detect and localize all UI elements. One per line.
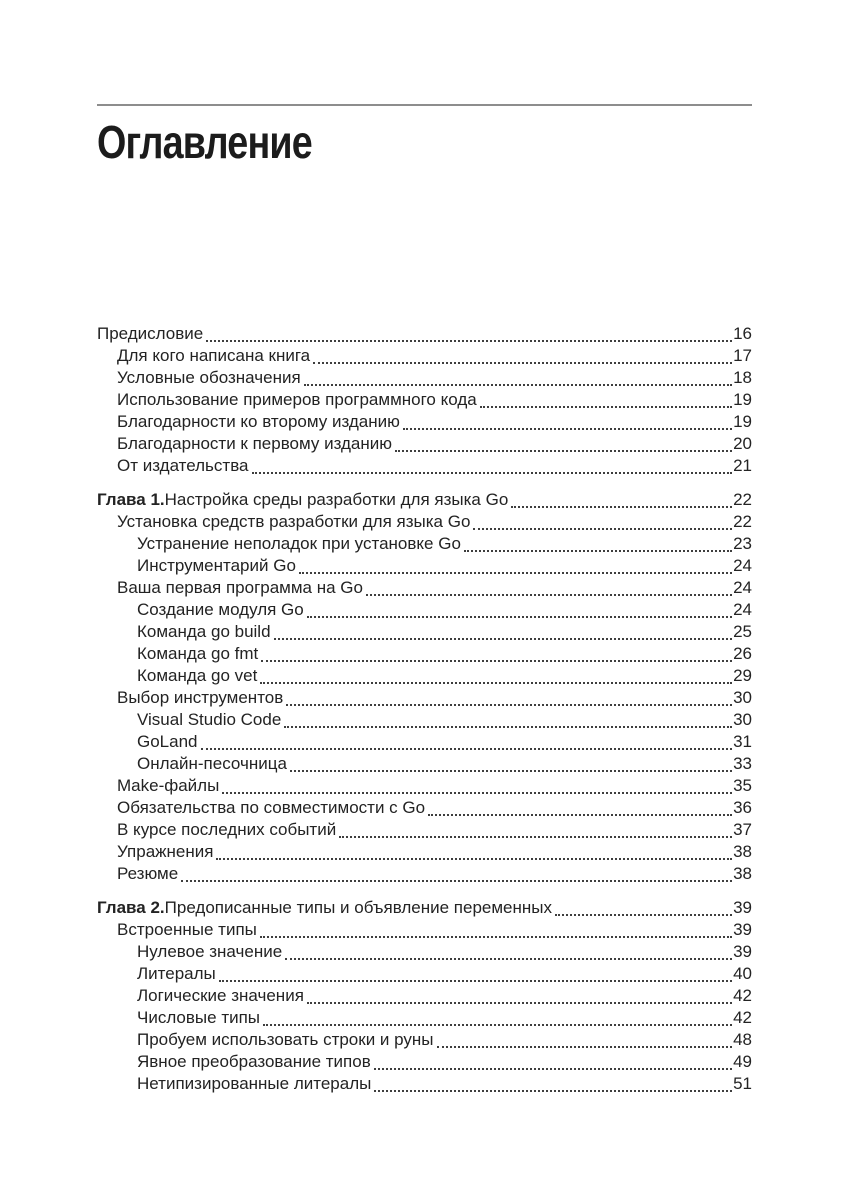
toc-entry (97, 665, 752, 687)
dot-leader (181, 880, 732, 882)
dot-leader (260, 682, 732, 684)
toc-entry-label: Резюме (117, 864, 179, 883)
toc-entry-label: Предописанные типы и объявление переменных (164, 898, 552, 917)
dot-leader (219, 980, 732, 982)
toc-entry-page-number: 40 (733, 964, 752, 983)
toc-entry-page-number: 39 (733, 898, 752, 917)
toc-entry-label: Использование примеров программного кода (117, 390, 477, 409)
toc-entry (97, 323, 752, 345)
dot-leader (290, 770, 732, 772)
toc-entry (97, 643, 752, 665)
toc-entry-label: Устранение неполадок при установке Go (137, 534, 461, 553)
toc-entry (97, 1029, 752, 1051)
dot-leader (480, 406, 732, 408)
toc-entry (97, 731, 752, 753)
toc-entry (97, 753, 752, 775)
toc-entry (97, 709, 752, 731)
toc-entry-page-number: 25 (733, 622, 752, 641)
toc-entry-page-number: 48 (733, 1030, 752, 1049)
dot-leader (307, 616, 732, 618)
dot-leader (511, 506, 732, 508)
toc-entry-label: Логические значения (137, 986, 304, 1005)
toc-entry-page-number: 38 (733, 842, 752, 861)
toc-entry-label: Нулевое значение (137, 942, 283, 961)
toc-entry (97, 411, 752, 433)
toc-entry-page-number: 38 (733, 864, 752, 883)
dot-leader (395, 450, 732, 452)
toc-entry (97, 599, 752, 621)
toc-entry-page-number: 24 (733, 600, 752, 619)
toc-entry-label: Явное преобразование типов (137, 1052, 371, 1071)
toc-entry-label: Make-файлы (117, 776, 220, 795)
toc-entry (97, 863, 752, 885)
dot-leader (274, 638, 733, 640)
toc-entry-page-number: 51 (733, 1074, 752, 1093)
toc-entry-page-number: 39 (733, 942, 752, 961)
toc-entry-label: Выбор инструментов (117, 688, 284, 707)
dot-leader (428, 814, 732, 816)
toc-entry-page-number: 30 (733, 688, 752, 707)
toc-entry-page-number: 24 (733, 556, 752, 575)
toc-entry (97, 941, 752, 963)
toc-entry-page-number: 23 (733, 534, 752, 553)
toc-entry-page-number: 16 (733, 324, 752, 343)
dot-leader (206, 340, 732, 342)
toc-entry (97, 919, 752, 941)
dot-leader (339, 836, 732, 838)
dot-leader (261, 660, 732, 662)
toc-entry (97, 455, 752, 477)
dot-leader (286, 704, 732, 706)
toc-entry (97, 489, 752, 511)
dot-leader (304, 384, 732, 386)
toc-entry-page-number: 37 (733, 820, 752, 839)
toc-entry-page-number: 42 (733, 986, 752, 1005)
toc-entry-label: Нетипизированные литералы (137, 1074, 372, 1093)
toc-entry-label: Благодарности к первому изданию (117, 434, 393, 453)
toc-entry-label: Встроенные типы (117, 920, 257, 939)
toc-entry-page-number: 30 (733, 710, 752, 729)
toc-entry-label: В курсе последних событий (117, 820, 337, 839)
dot-leader (284, 726, 732, 728)
toc-entry (97, 1073, 752, 1095)
dot-leader (464, 550, 732, 552)
toc-entry-page-number: 39 (733, 920, 752, 939)
page-title: Оглавление (97, 116, 312, 168)
toc-entry-label: Упражнения (117, 842, 214, 861)
toc-entry (97, 963, 752, 985)
toc-entry-label: Для кого написана книга (117, 346, 311, 365)
toc-entry-page-number: 36 (733, 798, 752, 817)
dot-leader (299, 572, 732, 574)
toc-entry-page-number: 22 (733, 490, 752, 509)
toc-entry (97, 533, 752, 555)
toc-entry-label: Благодарности ко второму изданию (117, 412, 400, 431)
toc-entry (97, 389, 752, 411)
toc-entry-page-number: 26 (733, 644, 752, 663)
toc-entry-label: Литералы (137, 964, 216, 983)
toc-entry-label: Онлайн-песочница (137, 754, 287, 773)
dot-leader (403, 428, 732, 430)
toc-entry-label: Установка средств разработки для языка Go (117, 512, 471, 531)
toc-entry-page-number: 18 (733, 368, 752, 387)
page-content (97, 0, 752, 1095)
toc-entry (97, 841, 752, 863)
toc-entry-label: От издательства (117, 456, 249, 475)
toc-entry (97, 1007, 752, 1029)
toc-entry-label: Настройка среды разработки для языка Go (164, 490, 509, 509)
toc-entry-page-number: 21 (733, 456, 752, 475)
table-of-contents (97, 323, 752, 1095)
toc-entry-label: Пробуем использовать строки и руны (137, 1030, 434, 1049)
toc-entry-label: Инструментарий Go (137, 556, 296, 575)
toc-entry-label: Ваша первая программа на Go (117, 578, 363, 597)
toc-entry (97, 621, 752, 643)
toc-entry-label: Команда go fmt (137, 644, 259, 663)
toc-entry (97, 511, 752, 533)
dot-leader (307, 1002, 732, 1004)
toc-entry-page-number: 17 (733, 346, 752, 365)
toc-entry-label: Обязательства по совместимости с Go (117, 798, 426, 817)
toc-entry-page-number: 24 (733, 578, 752, 597)
toc-entry (97, 897, 752, 919)
dot-leader (260, 936, 732, 938)
toc-entry-page-number: 33 (733, 754, 752, 773)
dot-leader (473, 528, 732, 530)
toc-entry (97, 819, 752, 841)
toc-entry-label: Создание модуля Go (137, 600, 304, 619)
toc-entry (97, 985, 752, 1007)
dot-leader (374, 1068, 732, 1070)
dot-leader (374, 1090, 732, 1092)
toc-entry-label: Команда go build (137, 622, 271, 641)
dot-leader (555, 914, 732, 916)
toc-entry-label: Условные обозначения (117, 368, 301, 387)
dot-leader (201, 748, 733, 750)
toc-entry-page-number: 29 (733, 666, 752, 685)
toc-entry-chapter-prefix: Глава 2. (97, 898, 165, 917)
toc-entry-page-number: 31 (733, 732, 752, 751)
toc-entry (97, 345, 752, 367)
dot-leader (313, 362, 732, 364)
toc-entry-page-number: 19 (733, 412, 752, 431)
toc-entry (97, 555, 752, 577)
toc-entry-page-number: 42 (733, 1008, 752, 1027)
dot-leader (366, 594, 732, 596)
dot-leader (263, 1024, 732, 1026)
toc-entry (97, 367, 752, 389)
toc-entry (97, 1051, 752, 1073)
toc-entry-label: Visual Studio Code (137, 710, 282, 729)
dot-leader (285, 958, 732, 960)
toc-entry (97, 433, 752, 455)
toc-entry-label: Предисловие (97, 324, 204, 343)
toc-entry-label: GoLand (137, 732, 198, 751)
toc-entry-label: Числовые типы (137, 1008, 261, 1027)
toc-entry-page-number: 20 (733, 434, 752, 453)
toc-entry-label: Команда go vet (137, 666, 258, 685)
toc-entry-page-number: 19 (733, 390, 752, 409)
dot-leader (437, 1046, 733, 1048)
dot-leader (216, 858, 732, 860)
toc-entry (97, 797, 752, 819)
dot-leader (222, 792, 732, 794)
toc-entry (97, 577, 752, 599)
toc-entry-page-number: 22 (733, 512, 752, 531)
toc-entry-page-number: 35 (733, 776, 752, 795)
toc-entry (97, 775, 752, 797)
toc-entry (97, 687, 752, 709)
toc-entry-page-number: 49 (733, 1052, 752, 1071)
header-rule (97, 104, 752, 106)
toc-entry-chapter-prefix: Глава 1. (97, 490, 165, 509)
dot-leader (252, 472, 733, 474)
